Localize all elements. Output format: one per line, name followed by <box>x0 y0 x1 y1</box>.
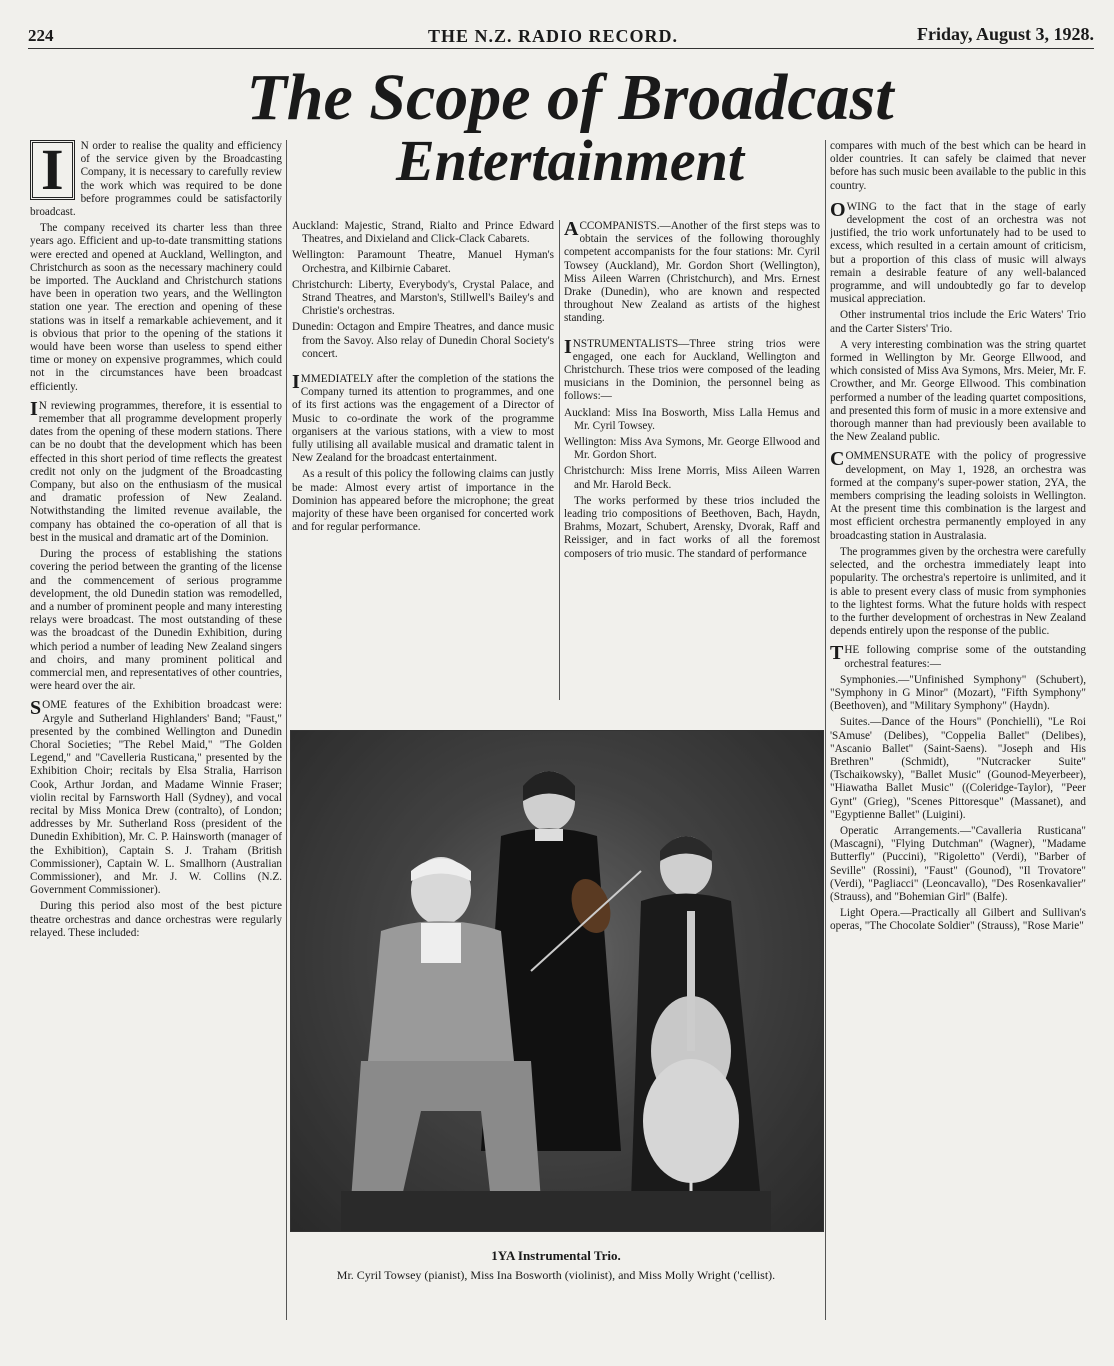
col4-paragraph-6: The programmes given by the orchestra were carefully selected, and the orchestra immediately leapt into popularity. The orchestra's repertoire is unlimited, and it is able to present every class of music from symphonies to the lightest forms. What the future holds with respect to the further development of orchestras in New Zealand depends entirely upon the response of the public. <box>830 545 1086 638</box>
column-rule <box>825 140 826 1320</box>
col4-paragraph-2: OWING to the fact that in the stage of early development the cost of an orchestra was not justified, the trio work unfortunately had to be used to excess, which resulted in a certain amount of criticism, but a proportion of this class of music will always remain a desirable feature of any well-balanced programme, and will undoubtedly go far to develop musical appreciation. <box>830 198 1086 306</box>
trio-photo-illustration <box>291 731 823 1231</box>
trio-list-item: Christchurch: Miss Irene Morris, Miss Aileen Warren and Mr. Harold Beck. <box>564 465 820 491</box>
photo-title: 1YA Instrumental Trio. <box>491 1248 621 1263</box>
col4-paragraph-7: THE following comprise some of the outstanding orchestral features:— <box>830 642 1086 670</box>
column-rule <box>559 220 560 700</box>
col1-paragraph-2: The company received its charter less than three years ago. Efficient and up-to-date transmitting stations were erected and opened at Auckland, Wellington, and Christchurch as soon as the necessary machinery could be imported. The Auckland and Christchurch stations have been in operation two years, and the Wellington station one year. The erection and opening of these stations was in itself a remarkable achievement, and it is obvious that prior to the opening of the stations it would have been worse than useless to spend either time or money on expensive programmes, which could not in the circumstances have been broadcast efficiently. <box>30 222 282 393</box>
headline-line-2: Entertainment <box>395 128 745 193</box>
headline-line-1: The Scope of Broadcast <box>246 61 894 134</box>
col4-paragraph-8: Symphonies.—"Unfinished Symphony" (Schubert), "Symphony in G Minor" (Mozart), "Fifth Symphony" (Beethoven), and "Military Symphony" (Haydn). <box>830 673 1086 713</box>
article-column-3 <box>564 220 820 710</box>
trio-list-item: Wellington: Miss Ava Symons, Mr. George Ellwood and Mr. Gordon Short. <box>564 436 820 462</box>
col4-paragraph-10: Operatic Arrangements.—"Cavalleria Rusticana" (Mascagni), "Flying Dutchman" (Wagner), "Madame Butterfly" (Puccini), "Rigoletto" (Verdi), "Barber of Seville" (Rossini), "Faust" (Gounod), "Il Trovatore" (Verdi), "Pagliacci" (Leoncavallo), "Des Rosenkavalier" (Strauss), and "Bohemian Girl" (Balfe). <box>830 824 1086 903</box>
relay-list-item: Auckland: Majestic, Strand, Rialto and Prince Edward Theatres, and Dixieland and Click-Clack Cabarets. <box>292 220 554 246</box>
trio-list-item: Auckland: Miss Ina Bosworth, Miss Lalla Hemus and Mr. Cyril Towsey. <box>564 406 820 432</box>
page-header <box>28 22 1094 49</box>
photo-caption: Mr. Cyril Towsey (pianist), Miss Ina Bosworth (violinist), and Miss Molly Wright ('cellist). <box>336 1268 776 1282</box>
col4-paragraph-5: COMMENSURATE with the policy of progressive development, on May 1, 1928, an orchestra was formed at the company's super-power station, 2YA, the members comprising the leading soloists in Wellington. At the present time this combination is the largest and most efficient orchestra permanently employed in any broadcasting station in Australasia. <box>830 448 1086 542</box>
article-column-1 <box>30 140 282 1325</box>
col4-paragraph-9: Suites.—Dance of the Hours" (Ponchielli), "Le Roi 'SAmuse' (Delibes), "Coppelia Ballet" (Delibes), "Ascanio Ballet" (Saint-Saens). "Joseph and His Brethren" (Schmidt), "Nutcracker Suite" (Tschaikowsky), "Ballet Music" (Gounod-Meyerbeer), "Hiawatha Ballet Music" ((Coleridge-Taylor), "Peer Gynt" (Grieg), "Scenes Pittoresque" (Massanet), and "Egyptienne Ballet" (Luigini). <box>830 716 1086 821</box>
col3-paragraph-1: ACCOMPANISTS.—Another of the first steps was to obtain the services of the following thoroughly competent accompanists for the four stations: Mr. Cyril Towsey (Auckland), Mr. Gordon Short (Wellington), Miss Aileen Warren (Christchurch), and Mrs. Ernest Drake (Dunedin), who are known and respected throughout New Zealand as artists of the highest standing. <box>564 220 820 325</box>
col1-paragraph-1: I N order to realise the quality and efficiency of the service given by the Broadcasting Company, it is necessary to carefully review the work which was required to be done before programmes could be satisfactorily broadcast. <box>30 140 282 219</box>
article-column-4 <box>830 140 1086 1326</box>
article-column-2 <box>292 220 554 710</box>
relay-list-item: Christchurch: Liberty, Everybody's, Crystal Palace, and Strand Theatres, and Marston's, Stillwell's Bailey's and Christie's orchestras. <box>292 278 554 318</box>
relay-list-item: Wellington: Paramount Theatre, Manuel Hyman's Orchestra, and Kilbirnie Cabaret. <box>292 249 554 275</box>
issue-date: Friday, August 3, 1928. <box>916 24 1094 44</box>
col4-paragraph-3: Other instrumental trios include the Eric Waters' Trio and the Carter Sisters' Trio. <box>830 309 1086 335</box>
col4-paragraph-4: A very interesting combination was the string quartet formed in Wellington by Mr. George Ellwood, and which consisted of Miss Ava Symons, Mrs. Meier, Mr. F. Crowther, and Mr. George Ellwood. This combination performed a number of the leading quartet compositions, and presented this form of music in a more extensive and thorough manner than had previously been available to the New Zealand public. <box>830 338 1086 444</box>
trio-photograph <box>290 730 824 1232</box>
col4-paragraph-1: compares with much of the best which can be heard in older countries. It can safely be claimed that never before has such music been available to the public in this country. <box>830 140 1086 192</box>
col1-paragraph-3: I N reviewing programmes, therefore, it is essential to remember that all programme development properly dates from the opening of these modern stations. There can be no doubt that the development which has been effected in this short period of time reflects the greatest credit not only on the judgment of the Broadcasting Company, but also on the enthusiasm of the musical and dramatic profession of New Zealand. Notwithstanding the limited revenue available, the company has obtained the co-operation of all that is best in the musical and dramatic art of the Dominion. <box>30 397 282 544</box>
drop-cap: I <box>30 140 75 200</box>
col2-paragraph-2: IMMEDIATELY after the completion of the stations the Company turned its attention to programmes, and one of its first actions was the engagement of a Director of Music to co-ordinate the work of the programme organisers at the various stations, with a view to most fully utilising all available musical and dramatic talent in New Zealand for the broadcast entertainment. <box>292 371 554 465</box>
col1-paragraph-6: During this period also most of the best picture theatre orchestras and dance orchestras were regularly relayed. These included: <box>30 900 282 939</box>
col1-paragraph-4: During the process of establishing the stations covering the period between the granting of the license and the commencement of serious programme development, the old Dunedin station was remodelled, and a number of prominent people and many interesting relays were broadcast. The most outstanding of these was the broadcast of the Dunedin Exhibition, during which period a number of leading New Zealand singers and choirs, and many prominent political and commercial men, and representatives of other countries, were heard over the air. <box>30 548 282 693</box>
page-number: 224 <box>28 26 54 45</box>
col3-paragraph-2: INSTRUMENTALISTS—Three string trios were engaged, one each for Auckland, Wellington and Christchurch. These trios were composed of the leading musicians in the Dominion, the personnel being as follows:— <box>564 335 820 403</box>
col2-paragraph-3: As a result of this policy the following claims can justly be made: Almost every artist of importance in the Dominion has appeared before the microphone; the great majority of these have been organised for concerted work and for regular performance. <box>292 468 554 534</box>
column-rule <box>286 140 287 1320</box>
col4-paragraph-11: Light Opera.—Practically all Gilbert and Sullivan's operas, "The Chocolate Soldier" (Strauss), "Rose Marie" <box>830 907 1086 933</box>
relay-list-item: Dunedin: Octagon and Empire Theatres, and dance music from the Savoy. Also relay of Dunedin Choral Society's concert. <box>292 321 554 360</box>
col3-paragraph-3: The works performed by these trios included the leading trio compositions of Beethoven, Bach, Haydn, Brahms, Mozart, Schubert, Arensky, Dvorak, Raff and Reissiger, and in fact works of all the foremost composers of trio music. The standard of performance <box>564 494 820 560</box>
col1-paragraph-5: SOME features of the Exhibition broadcast were: Argyle and Sutherland Highlanders' Band; "Faust," presented by the combined Wellington and Dunedin Choral Societies; "The Rebel Maid," "The Golden Legend," and "Cavelleria Rusticana," presented by the Exhibition Choir; recitals by Elsa Stralia, Harrison Cook, Arthur Jordan, and Madame Winnie Fraser; violin recital by Farnsworth Hall (Sydney), and vocal recital by Miss Monica Drew (contralto), of London; addresses by Mr. Sutherland Ross (president of the Dunedin Exhibition), Mr. C. P. Hainsworth (manager of the Exhibition), Captain S. J. Traham (British Commissioner), Captain W. L. Smallhorn (Australian Commissioner), and Mr. J. W. Collins (N.Z. Government Commissioner). <box>30 697 282 897</box>
masthead: THE N.Z. RADIO RECORD. <box>428 26 679 46</box>
